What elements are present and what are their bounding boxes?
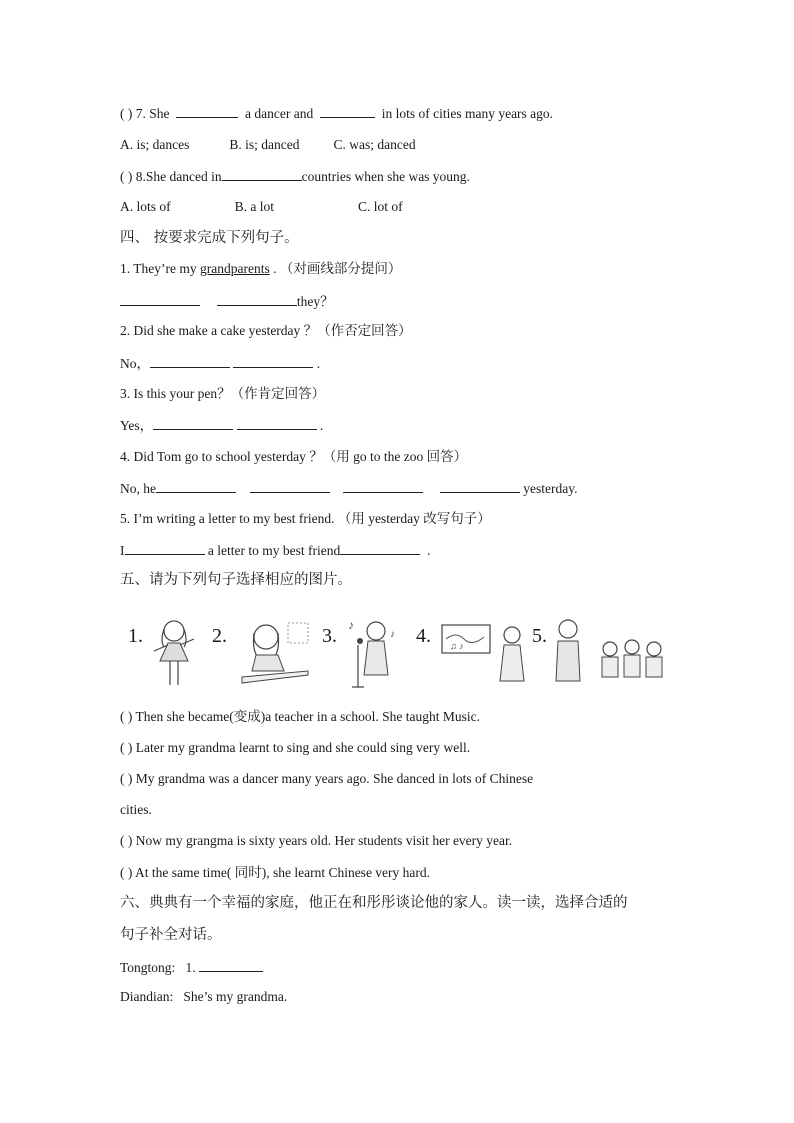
- s5-line-2: ( ) Later my grandma learnt to sing and she could sing very well.: [120, 740, 471, 755]
- dancing-girl-picture: [150, 615, 198, 691]
- s4-answer-2: No， .: [120, 356, 321, 371]
- picture-number-3: 3.: [322, 625, 337, 647]
- svg-text:♪: ♪: [348, 618, 354, 632]
- section-6-title-line1: 六、典典有一个幸福的家庭，他正在和彤彤谈论他的家人。读一读，选择合适的: [120, 895, 628, 911]
- dialog-line-1: Tongtong: 1.: [120, 958, 263, 977]
- question-8: ( ) 8.She danced in countries when she was young.: [120, 169, 470, 184]
- question-8-options: A. lots of B. a lot C. lot of: [120, 199, 403, 214]
- s4-question-3: 3. Is this your pen？（作肯定回答）: [120, 386, 326, 401]
- s5-line-3: ( ) My grandma was a dancer many years ago. She danced in lots of Chinese: [120, 771, 534, 786]
- music-teacher-picture: [440, 621, 540, 691]
- question-7: ( ) 7. She a dancer and in lots of cities many years ago.: [120, 106, 554, 121]
- picture-number-4: 4.: [416, 625, 431, 647]
- section-6-title-line2: 句子补全对话。: [120, 927, 222, 943]
- s5-line-3-cont: cities.: [120, 802, 152, 817]
- picture-number-5: 5.: [532, 625, 547, 647]
- section-4-title: 四、 按要求完成下列句子。: [120, 230, 299, 246]
- s5-line-1: ( ) Then she became(变成)a teacher in a school. She taught Music.: [120, 709, 481, 724]
- picture-strip: [120, 615, 680, 695]
- section-5-title: 五、请为下列句子选择相应的图片。: [120, 572, 352, 588]
- girl-writing-picture: [238, 615, 313, 691]
- picture-number-1: 1.: [128, 625, 143, 647]
- singer-picture: [346, 615, 406, 691]
- s4-answer-4: No, he yesterday.: [120, 481, 578, 496]
- s4-question-2: 2. Did she make a cake yesterday ？（作否定回答）: [120, 323, 412, 338]
- s4-answer-5: I a letter to my best friend .: [120, 543, 431, 558]
- dialog-line-2: Diandian: She’s my grandma.: [120, 989, 288, 1004]
- svg-text:♫ ♪: ♫ ♪: [450, 641, 464, 651]
- s5-line-4: ( ) Now my grangma is sixty years old. Her students visit her every year.: [120, 833, 513, 848]
- s4-question-4: 4. Did Tom go to school yesterday ？（用 go to the zoo 回答）: [120, 449, 468, 464]
- question-7-options: A. is; dances B. is; danced C. was; danced: [120, 137, 416, 152]
- s4-question-5: 5. I’m writing a letter to my best friend. （用 yesterday 改写句子）: [120, 511, 491, 526]
- s4-question-1: 1. They’re my grandparents . （对画线部分提问）: [120, 261, 402, 276]
- s4-answer-1: they？: [120, 292, 334, 311]
- grandma-students-picture: [554, 615, 674, 691]
- picture-number-2: 2.: [212, 625, 227, 647]
- svg-text:♪: ♪: [390, 629, 395, 640]
- s4-answer-3: Yes， .: [120, 418, 324, 433]
- s5-line-5: ( ) At the same time( 同时), she learnt Chinese very hard.: [120, 865, 431, 880]
